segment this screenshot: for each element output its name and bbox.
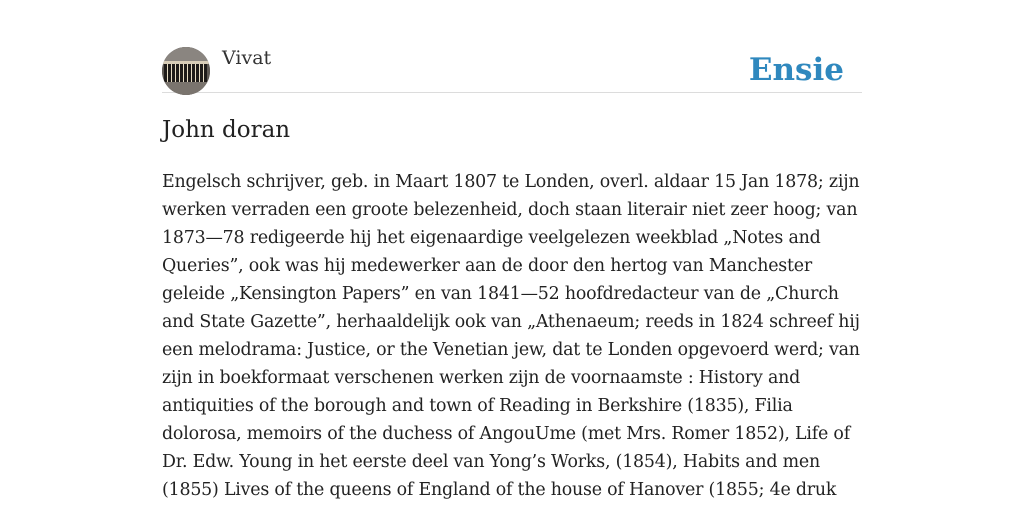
header xyxy=(162,46,862,93)
author-avatar[interactable] xyxy=(162,47,210,95)
bookshelf-avatar-icon xyxy=(162,47,210,95)
brand-logo-link[interactable]: Ensie xyxy=(748,52,844,88)
article-title: John doran xyxy=(162,117,291,143)
article-body: Engelsch schrijver, geb. in Maart 1807 te Londen, overl. aldaar 15 Jan 1878; zijn werken verraden een groote belezenheid, doch staan literair niet zeer hoog; van 1873—78 redigeerde hij het eigenaardige veelgelezen weekblad „Notes and Queries”, ook was hij medewerker aan de door den hertog van Manchester geleide „Kensington Papers” en van 1841—52 hoofdredacteur van de „Church and State Gazette”, herhaaldelijk ook van „Athenaeum; reeds in 1824 schreef hij een melodrama: Justice, or the Venetian jew, dat te Londen opgevoerd werd; van zijn in boekformaat verschenen werken zijn de voornaamste : History and antiquities of the borough and town of Reading in Berkshire (1835), Filia dolorosa, memoirs of the duchess of AngouUme (met Mrs. Romer 1852), Life of Dr. Edw. Young in het eerste deel van Yong’s Works, (1854), Habits and men (1855) Lives of the queens of England of the house of Hanover (1855; 4e druk xyxy=(162,172,860,500)
author-name[interactable]: Vivat xyxy=(222,47,272,69)
